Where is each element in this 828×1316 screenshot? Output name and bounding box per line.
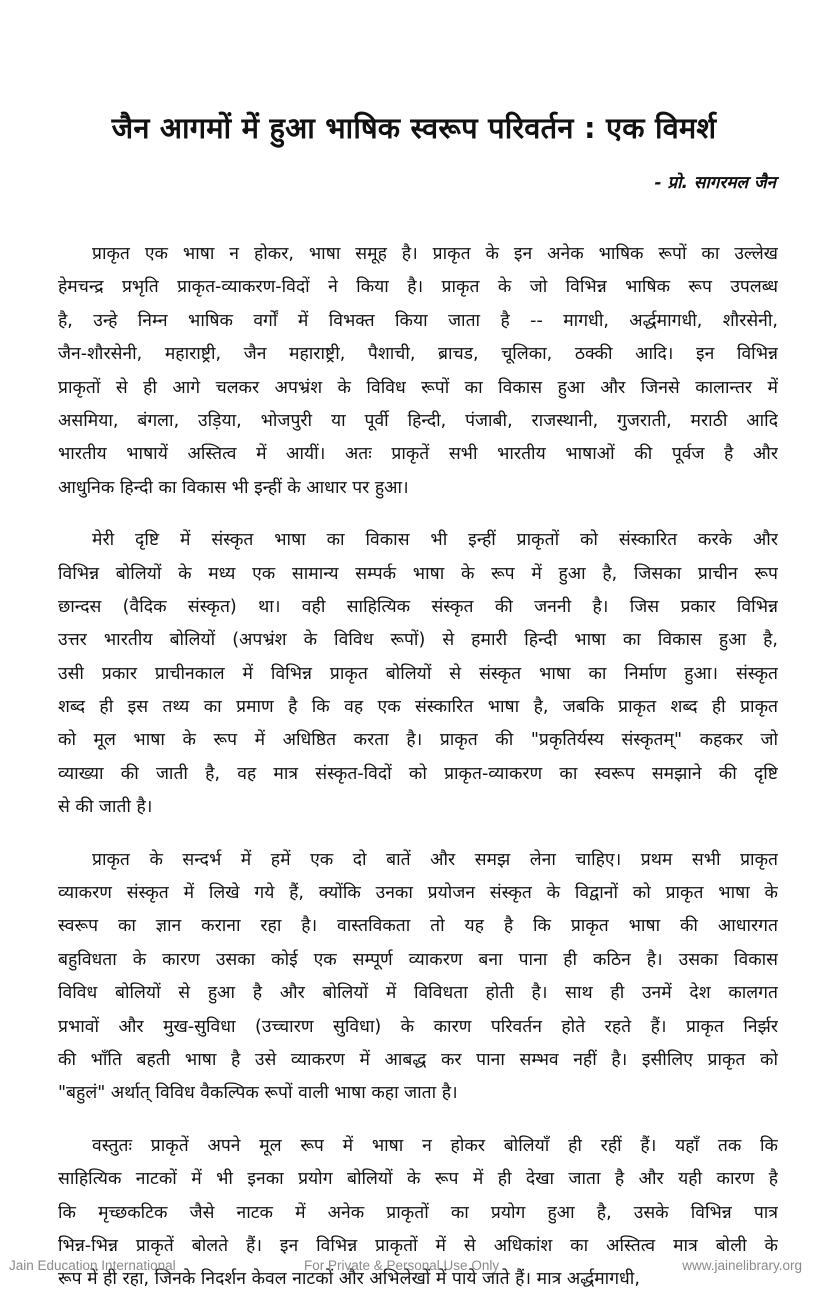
text-line: उसी प्रकार प्राचीनकाल में विभिन्न प्राकृत बोलियों से संस्कृत भाषा का निर्माण हुआ। संस्कृत xyxy=(58,663,778,684)
footer-publisher: Jain Education International xyxy=(9,1258,176,1273)
footer-usage-note: For Private & Personal Use Only xyxy=(304,1258,500,1273)
text-line: से की जाती है। xyxy=(58,797,153,818)
article-body xyxy=(58,238,778,1316)
text-line: "बहुलं" अर्थात् विविध वैकल्पिक रूपों वाली भाषा कहा जाता है। xyxy=(58,1083,458,1104)
paragraph xyxy=(58,524,778,825)
text-line: की भाँति बहती भाषा है उसे व्याकरण में आबद्ध कर पाना सम्भव नहीं है। इसीलिए प्राकृत को xyxy=(58,1049,778,1070)
author-name: - प्रो. सागरमल जैन xyxy=(654,173,776,193)
text-line: जैन-शौरसेनी, महाराष्ट्री, जैन महाराष्ट्री, पैशाची, ब्राचड, चूलिका, ठक्की आदि। इन विभिन्न xyxy=(58,344,778,365)
text-line: उत्तर भारतीय बोलियों (अपभ्रंश के विविध रूपों) से हमारी हिन्दी भाषा का विकास हुआ है, xyxy=(58,630,778,651)
text-line: भारतीय भाषायें अस्तित्व में आयीं। अतः प्राकृतें सभी भारतीय भाषाओं की पूर्वज है और xyxy=(58,444,778,465)
text-line: शब्द ही इस तथ्य का प्रमाण है कि वह एक संस्कारित भाषा है, जबकि प्राकृत शब्द ही प्राकृत xyxy=(58,697,778,718)
text-line: प्राकृतों से ही आगे चलकर अपभ्रंश के विविध रूपों का विकास हुआ और जिनसे कालान्तर में xyxy=(58,377,778,398)
text-line: विविध बोलियों से हुआ है और बोलियों में विविधता होती है। साथ ही उनमें देश कालगत xyxy=(58,983,778,1004)
text-line: असमिया, बंगला, उड़िया, भोजपुरी या पूर्वी हिन्दी, पंजाबी, राजस्थानी, गुजराती, मराठी आदि xyxy=(58,410,778,431)
text-line: व्याख्या की जाती है, वह मात्र संस्कृत-विदों को प्राकृत-व्याकरण का स्वरूप समझाने की दृष्टि xyxy=(58,763,778,784)
text-line: कि मृच्छकटिक जैसे नाटक में अनेक प्राकृतों का प्रयोग हुआ है, उसके विभिन्न पात्र xyxy=(58,1202,778,1223)
text-line: व्याकरण संस्कृत में लिखे गये हैं, क्योंकि उनका प्रयोजन संस्कृत के विद्वानों को प्राकृत भाषा के xyxy=(58,883,778,904)
text-line: बहुविधता के कारण उसका कोई एक सम्पूर्ण व्याकरण बना पाना ही कठिन है। उसका विकास xyxy=(58,949,778,970)
text-line: रूप में ही रहा, जिनके निदर्शन केवल नाटकों और अभिलेखों में पाये जाते हैं। मात्र अर्द्धमागधी, xyxy=(58,1269,640,1290)
text-line: आधुनिक हिन्दी का विकास भी इन्हीं के आधार पर हुआ। xyxy=(58,477,409,498)
text-line: छान्दस (वैदिक संस्कृत) था। वही साहित्यिक संस्कृत की जननी है। जिस प्रकार विभिन्न xyxy=(58,596,778,617)
text-line: हेमचन्द्र प्रभृति प्राकृत-व्याकरण-विदों ने किया है। प्राकृत के जो विभिन्न भाषिक रूप उपलब्ध xyxy=(58,277,778,298)
text-line: प्राकृत एक भाषा न होकर, भाषा समूह है। प्राकृत के इन अनेक भाषिक रूपों का उल्लेख xyxy=(92,244,778,264)
article-title: जैन आगमों में हुआ भाषिक स्वरूप परिवर्तन : एक विमर्श xyxy=(111,111,717,145)
text-line: को मूल भाषा के रूप में अधिष्ठित करता है। प्राकृत की "प्रकृतिर्यस्य संस्कृतम्" कहकर जो xyxy=(58,730,778,751)
paragraph xyxy=(58,238,778,505)
text-line: स्वरूप का ज्ञान कराना रहा है। वास्तविकता तो यह है कि प्राकृत भाषा की आधारगत xyxy=(58,916,778,937)
text-line: प्रभावों और मुख-सुविधा (उच्चारण सुविधा) के कारण परिवर्तन होते रहते हैं। प्राकृत निर्झर xyxy=(58,1016,778,1037)
text-line: भिन्न-भिन्न प्राकृतें बोलते हैं। इन विभिन्न प्राकृतों में से अधिकांश का अस्तित्व मात्र बोली के xyxy=(58,1235,778,1256)
footer-website-link[interactable]: www.jainelibrary.org xyxy=(682,1258,802,1273)
paragraph xyxy=(58,844,778,1111)
text-line: वस्तुतः प्राकृतें अपने मूल रूप में भाषा न होकर बोलियाँ ही रहीं हैं। यहाँ तक कि xyxy=(92,1135,778,1156)
text-line: प्राकृत के सन्दर्भ में हमें एक दो बातें और समझ लेना चाहिए। प्रथम सभी प्राकृत xyxy=(92,849,778,870)
text-line: है, उन्हे निम्न भाषिक वर्गों में विभक्त किया जाता है -- मागधी, अर्द्धमागधी, शौरसेनी, xyxy=(58,310,778,331)
text-line: साहित्यिक नाटकों में भी इनका प्रयोग बोलियों के रूप में ही देखा जाता है और यही कारण है xyxy=(58,1169,778,1190)
text-line: विभिन्न बोलियों के मध्य एक सामान्य सम्पर्क भाषा के रूप में हुआ है, जिसका प्राचीन रूप xyxy=(58,563,778,584)
text-line: मेरी दृष्टि में संस्कृत भाषा का विकास भी इन्हीं प्राकृतों को संस्कारित करके और xyxy=(92,530,778,551)
